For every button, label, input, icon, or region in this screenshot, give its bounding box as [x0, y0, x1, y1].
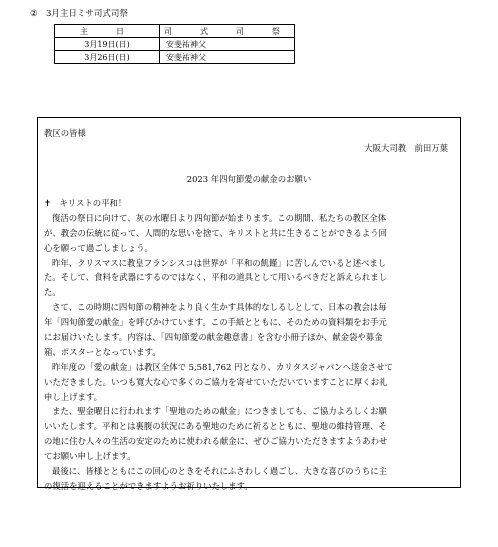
table-row [55, 38, 295, 51]
letter-body [44, 196, 456, 494]
mass-schedule-table [54, 24, 295, 64]
section-heading [30, 8, 128, 20]
body-line: た。そして、食料を武器にするのではなく、平和の道具として用いるべきだと訴えられまし [44, 272, 388, 283]
body-line: いいたします。平和とは裏腹の状況にある聖地のために祈るとともに、聖地の維持管理、そ [44, 421, 387, 432]
body-line: にお届けいたします。内容は、「四旬節愛の献金趣意書」を含む小冊子ほか、献金袋や募金 [44, 332, 383, 343]
letter-signature: 大阪大司教 前田万葉 [364, 143, 448, 153]
body-line: 箱、ポスターとなっています。 [44, 346, 161, 357]
body-line: 年「四旬節愛の献金」を呼びかけています。この手紙とともに、そのための資料類をお手元 [44, 317, 387, 328]
section-number: ② [30, 9, 38, 19]
letter-box [37, 117, 461, 491]
body-line: 昨年度の「愛の献金」は教区全体で 5,581,762 円となり、カリタスジャパンへ送金させて [52, 361, 393, 372]
row-date: 3月19日(日) [55, 38, 160, 51]
letter-title: 2023 年四旬節愛の献金のお願い [186, 174, 312, 184]
table-header-row [55, 25, 295, 38]
header-sunday: 主 日 [55, 25, 160, 38]
body-line: の復活を迎えることができますようお祈りいたします。 [44, 480, 253, 491]
body-line: いただきました。いつも寛大な心で多くのご協力を寄せていただいていますことに厚くお礼 [44, 376, 388, 387]
body-line: 復活の祭日に向けて、灰の水曜日より四旬節が始まります。この期間、私たちの教区全体 [52, 212, 387, 223]
letter-greeting: 教区の皆様 [44, 128, 86, 138]
body-line: が、教会の伝統に従って、人間的な思いを捨て、キリストと共に生きることができるよう回 [44, 227, 387, 238]
body-line: た。 [44, 287, 61, 298]
body-line: の地に住む人々の生活の安定のために使われる献金に、ぜひご協力いただきますようあわせ [44, 436, 388, 447]
body-line: 申し上げます。 [44, 391, 102, 402]
body-line: 心を願って過ごしましょう。 [44, 242, 153, 253]
body-line: 最後に、皆様とともにこの回心のときをそれにふさわしく過ごし、大きな喜びのうちに主 [52, 466, 387, 477]
table-row [55, 51, 295, 64]
body-line: また、聖金曜日に行われます「聖地のための献金」につきましても、ご協力よろしくお願 [52, 406, 387, 417]
header-celebrant: 司 式 司 祭 [160, 25, 295, 38]
section-title: 3月主日ミサ司式司祭 [46, 9, 128, 19]
row-date: 3月26日(日) [55, 51, 160, 64]
row-priest: 安斐祐神父 [160, 38, 295, 51]
body-line: さて、この時期に四旬節の精神をより良く生かす具体的なしるしとして、日本の教会は毎 [52, 302, 387, 313]
body-line: てお願い申し上げます。 [44, 451, 136, 462]
body-line: 昨年、クリスマスに教皇フランシスコは世界が「平和の飢饉」に苦しんでいると述べまし [52, 257, 387, 268]
row-priest: 安斐祐神父 [160, 51, 295, 64]
body-line: ✝ キリストの平和！ [44, 198, 127, 208]
